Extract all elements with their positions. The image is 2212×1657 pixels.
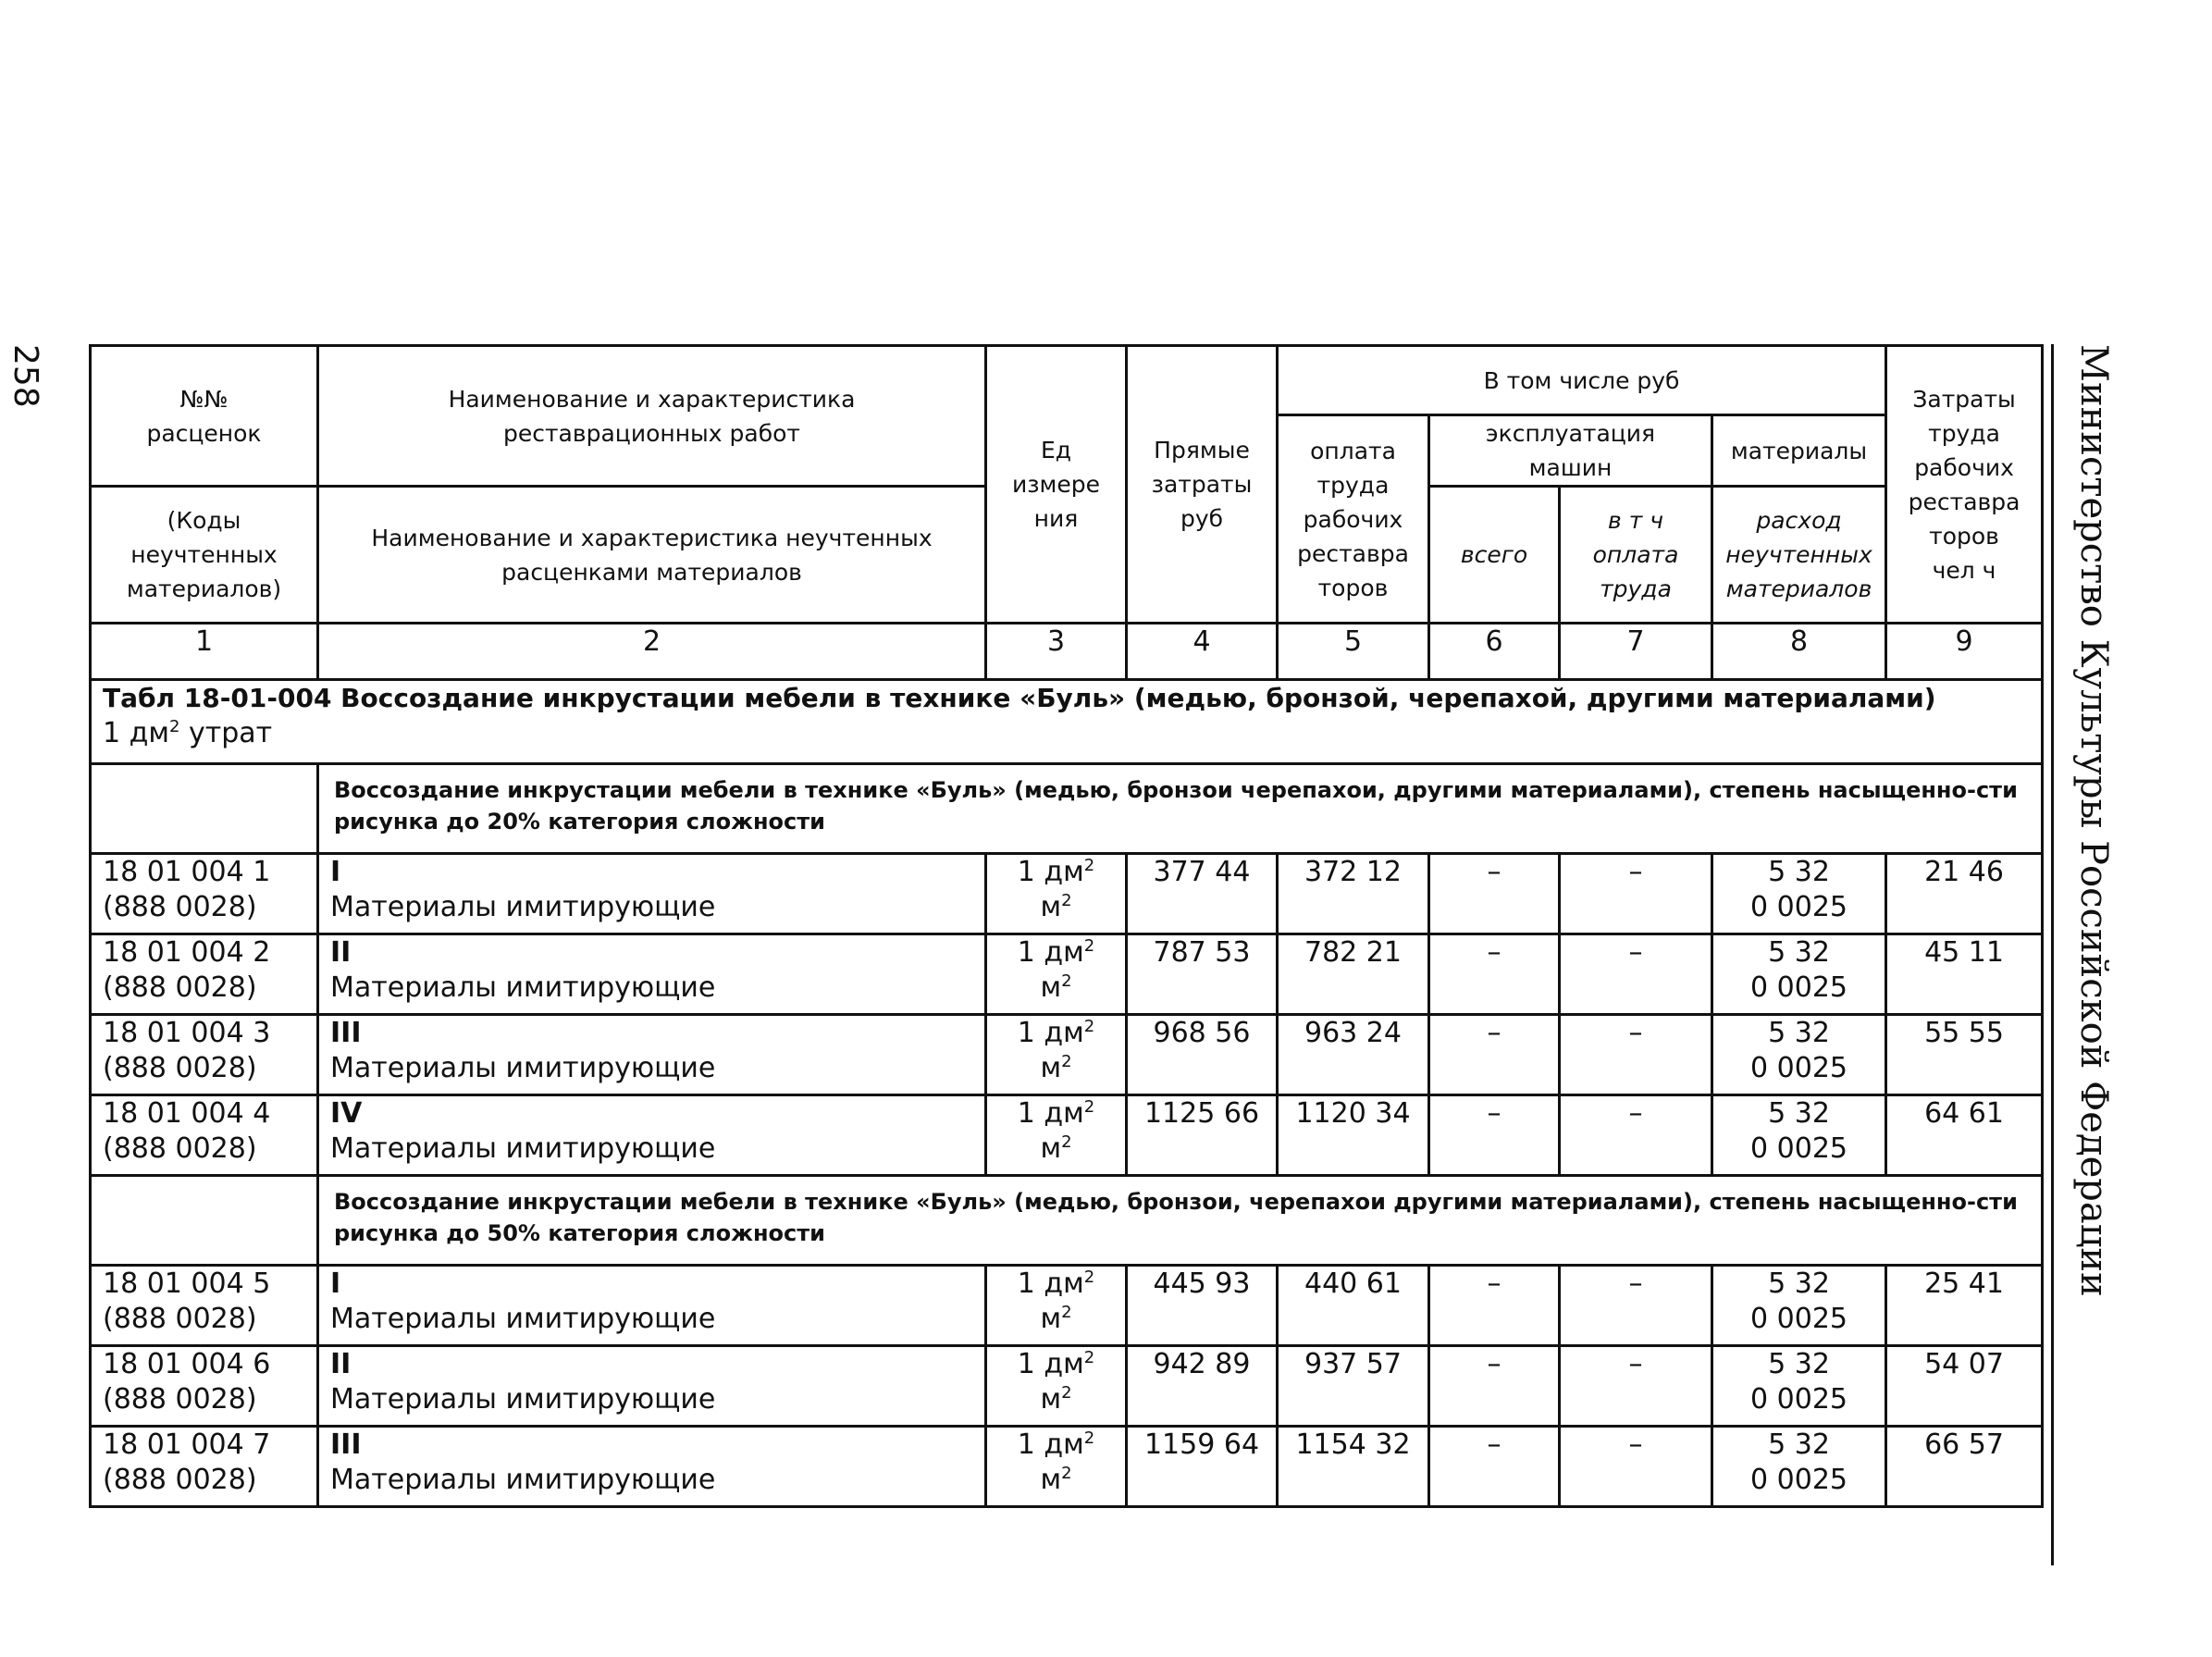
labor-hours: 64 61 [1886, 1095, 2043, 1176]
labor-cost: 440 61 [1278, 1266, 1429, 1346]
direct-cost: 445 93 [1127, 1266, 1278, 1346]
rate-code-cell [91, 934, 318, 1015]
machines-labor: – [1560, 1015, 1712, 1095]
header-materials: материалы [1712, 415, 1886, 487]
work-name-cell [318, 854, 986, 934]
materials-cell [1712, 1015, 1886, 1095]
unit-bottom: $м^2$ [1040, 891, 1072, 923]
rate-code: 18 01 004 5 [103, 1267, 271, 1300]
header-c6: всего [1429, 487, 1560, 624]
unit-cell [986, 854, 1127, 934]
rate-code-cell [91, 854, 318, 934]
work-name-cell [318, 1095, 986, 1176]
side-title-text: Министерство Культуры Российской Федерации [2072, 344, 2115, 1297]
rate-code-cell [91, 1266, 318, 1346]
materials-consumption: 0 0025 [1750, 1132, 1848, 1165]
materials-consumption: 0 0025 [1750, 1303, 1848, 1335]
rate-code: 18 01 004 3 [103, 1017, 271, 1049]
column-numbers-row [91, 624, 2043, 680]
machines-total: – [1429, 1427, 1560, 1507]
labor-cost: 1120 34 [1278, 1095, 1429, 1176]
unit-cell [986, 1015, 1127, 1095]
labor-hours: 45 11 [1886, 934, 2043, 1015]
column-number: 9 [1886, 624, 2043, 680]
materials-cell [1712, 1427, 1886, 1507]
materials-consumption: 0 0025 [1750, 1464, 1848, 1496]
rate-code: 18 01 004 1 [103, 856, 271, 888]
subsection-row [91, 764, 2043, 854]
work-name-cell [318, 1346, 986, 1427]
table-row [91, 1095, 2043, 1176]
header-c1-bottom: (Коды неучтенных материалов) [91, 487, 318, 624]
materials-cost: 5 32 [1768, 856, 1830, 888]
subsection-title: Воссоздание инкрустации мебели в технике «Буль» (медью, бронзои, черепахои другими материалами), степень насыщенно-сти рисунка до 50% категория сложности [318, 1176, 2043, 1266]
unit-bottom: $м^2$ [1040, 1132, 1072, 1165]
labor-hours: 55 55 [1886, 1015, 2043, 1095]
work-name-cell [318, 1266, 986, 1346]
labor-hours: 54 07 [1886, 1346, 2043, 1427]
rate-code: 18 01 004 4 [103, 1097, 271, 1130]
labor-cost: 963 24 [1278, 1015, 1429, 1095]
header-c8: расход неучтенных материалов [1712, 487, 1886, 624]
column-number: 4 [1127, 624, 1278, 680]
complexity-category: IV [330, 1097, 363, 1130]
labor-hours: 21 46 [1886, 854, 2043, 934]
labor-hours: 25 41 [1886, 1266, 2043, 1346]
subsection-empty-cell [91, 764, 318, 854]
direct-cost: 1159 64 [1127, 1427, 1278, 1507]
material-name: Материалы имитирующие [330, 1052, 716, 1084]
labor-cost: 1154 32 [1278, 1427, 1429, 1507]
machines-total: – [1429, 934, 1560, 1015]
unit-top: 1 $дм^2$ [1017, 936, 1095, 969]
direct-cost: 968 56 [1127, 1015, 1278, 1095]
labor-cost: 937 57 [1278, 1346, 1429, 1427]
unit-bottom: $м^2$ [1040, 971, 1072, 1004]
material-code: (888 0028) [103, 971, 257, 1004]
header-c4: Прямые затраты руб [1127, 346, 1278, 624]
unit-top: 1 $дм^2$ [1017, 1348, 1095, 1380]
direct-cost: 1125 66 [1127, 1095, 1278, 1176]
subsection-empty-cell [91, 1176, 318, 1266]
work-name-cell [318, 1427, 986, 1507]
machines-labor: – [1560, 854, 1712, 934]
materials-consumption: 0 0025 [1750, 971, 1848, 1004]
materials-consumption: 0 0025 [1750, 1383, 1848, 1416]
unit-cell [986, 1095, 1127, 1176]
material-code: (888 0028) [103, 1303, 257, 1335]
complexity-category: I [330, 856, 341, 888]
unit-bottom: $м^2$ [1040, 1303, 1072, 1335]
machines-total: – [1429, 1266, 1560, 1346]
page-number: 258 [6, 344, 44, 408]
materials-cell [1712, 934, 1886, 1015]
header-group: В том числе руб [1278, 346, 1886, 415]
table-row [91, 1015, 2043, 1095]
machines-labor: – [1560, 1427, 1712, 1507]
header-c7: в т ч оплата труда [1560, 487, 1712, 624]
materials-cell [1712, 1095, 1886, 1176]
header-c3: Ед измере ния [986, 346, 1127, 624]
materials-cost: 5 32 [1768, 1348, 1830, 1380]
table-title [91, 680, 2043, 764]
table-row [91, 1427, 2043, 1507]
material-code: (888 0028) [103, 1132, 257, 1165]
unit-cell [986, 934, 1127, 1015]
materials-cost: 5 32 [1768, 1267, 1830, 1300]
complexity-category: III [330, 1017, 362, 1049]
unit-top: 1 $дм^2$ [1017, 1097, 1095, 1130]
machines-labor: – [1560, 1346, 1712, 1427]
column-number: 2 [318, 624, 986, 680]
rates-table [89, 344, 2044, 1508]
materials-cell [1712, 1346, 1886, 1427]
header-machines: эксплуатация машин [1429, 415, 1712, 487]
machines-labor: – [1560, 1266, 1712, 1346]
machines-total: – [1429, 1346, 1560, 1427]
rate-code: 18 01 004 2 [103, 936, 271, 969]
labor-hours: 66 57 [1886, 1427, 2043, 1507]
unit-bottom: $м^2$ [1040, 1383, 1072, 1416]
rate-code-cell [91, 1427, 318, 1507]
machines-labor: – [1560, 1095, 1712, 1176]
material-name: Материалы имитирующие [330, 891, 716, 923]
rate-code-cell [91, 1015, 318, 1095]
materials-cost: 5 32 [1768, 1428, 1830, 1461]
material-name: Материалы имитирующие [330, 1464, 716, 1496]
materials-consumption: 0 0025 [1750, 891, 1848, 923]
complexity-category: II [330, 1348, 352, 1380]
machines-total: – [1429, 854, 1560, 934]
table-row [91, 1266, 2043, 1346]
column-number: 8 [1712, 624, 1886, 680]
subsection-row [91, 1176, 2043, 1266]
header-c2-bottom: Наименование и характеристика неучтенных расценками материалов [318, 487, 986, 624]
header-c5: оплата труда рабочих реставра торов [1278, 415, 1429, 624]
direct-cost: 377 44 [1127, 854, 1278, 934]
direct-cost: 942 89 [1127, 1346, 1278, 1427]
table-row [91, 1346, 2043, 1427]
column-number: 1 [91, 624, 318, 680]
materials-cost: 5 32 [1768, 1097, 1830, 1130]
material-name: Материалы имитирующие [330, 1383, 716, 1416]
unit-cell [986, 1346, 1127, 1427]
complexity-category: II [330, 936, 352, 969]
rate-code-cell [91, 1346, 318, 1427]
materials-cost: 5 32 [1768, 1017, 1830, 1049]
column-number: 3 [986, 624, 1127, 680]
material-code: (888 0028) [103, 1464, 257, 1496]
subsection-title: Воссоздание инкрустации мебели в технике «Буль» (медью, бронзои черепахои, другими материалами), степень насыщенно-сти рисунка до 20% категория сложности [318, 764, 2043, 854]
unit-bottom: $м^2$ [1040, 1052, 1072, 1084]
table-title-line1: Табл 18-01-004 Воссоздание инкрустации мебели в технике «Буль» (медью, бронзой, черепахой, другими материалами) [103, 683, 1936, 713]
labor-cost: 372 12 [1278, 854, 1429, 934]
material-name: Материалы имитирующие [330, 1132, 716, 1165]
table-title-row [91, 680, 2043, 764]
column-number: 7 [1560, 624, 1712, 680]
header-c9: Затраты труда рабочих реставра торов чел ч [1886, 346, 2043, 624]
machines-labor: – [1560, 934, 1712, 1015]
machines-total: – [1429, 1095, 1560, 1176]
direct-cost: 787 53 [1127, 934, 1278, 1015]
materials-consumption: 0 0025 [1750, 1052, 1848, 1084]
header-c1-top: №№ расценок [91, 346, 318, 487]
side-title [2051, 344, 2125, 1565]
rate-code: 18 01 004 7 [103, 1428, 271, 1461]
work-name-cell [318, 1015, 986, 1095]
column-number: 6 [1429, 624, 1560, 680]
materials-cost: 5 32 [1768, 936, 1830, 969]
material-code: (888 0028) [103, 1052, 257, 1084]
column-number: 5 [1278, 624, 1429, 680]
unit-top: 1 $дм^2$ [1017, 1428, 1095, 1461]
header-c2-top: Наименование и характеристика реставрационных работ [318, 346, 986, 487]
rate-code: 18 01 004 6 [103, 1348, 271, 1380]
material-name: Материалы имитирующие [330, 971, 716, 1004]
unit-top: 1 $дм^2$ [1017, 856, 1095, 888]
material-code: (888 0028) [103, 891, 257, 923]
material-name: Материалы имитирующие [330, 1303, 716, 1335]
unit-cell [986, 1266, 1127, 1346]
unit-top: 1 $дм^2$ [1017, 1267, 1095, 1300]
unit-cell [986, 1427, 1127, 1507]
table-row [91, 854, 2043, 934]
materials-cell [1712, 854, 1886, 934]
work-name-cell [318, 934, 986, 1015]
table-title-line2: 1 $дм^2$ утрат [103, 717, 273, 749]
labor-cost: 782 21 [1278, 934, 1429, 1015]
table-row [91, 934, 2043, 1015]
rate-code-cell [91, 1095, 318, 1176]
unit-bottom: $м^2$ [1040, 1464, 1072, 1496]
machines-total: – [1429, 1015, 1560, 1095]
complexity-category: I [330, 1267, 341, 1300]
material-code: (888 0028) [103, 1383, 257, 1416]
complexity-category: III [330, 1428, 362, 1461]
materials-cell [1712, 1266, 1886, 1346]
unit-top: 1 $дм^2$ [1017, 1017, 1095, 1049]
